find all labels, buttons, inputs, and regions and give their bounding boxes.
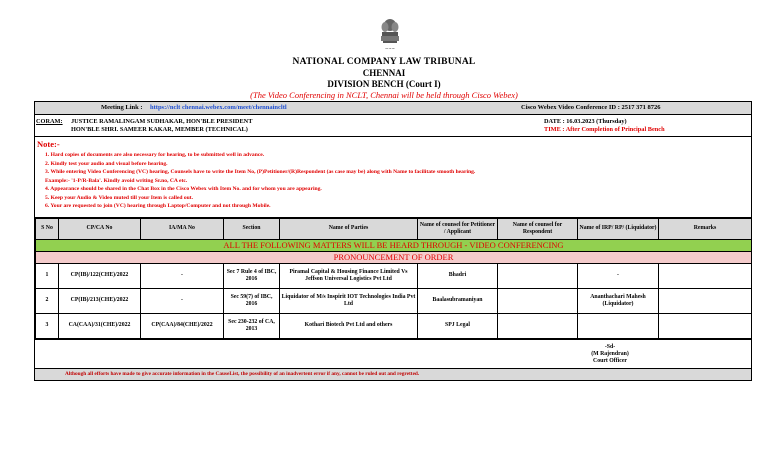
vc-banner: ALL THE FOLLOWING MATTERS WILL BE HEARD THROUGH - VIDEO CONFERENCING: [36, 240, 752, 252]
col-header-irp: Name of IRP/ RP/ (Liquidator): [578, 219, 659, 240]
note-item: 1. Hard copies of documents are also necessary for hearing, to be submitted well in advance.: [45, 152, 265, 158]
col-header-respondent-counsel: Name of counsel for Respondent: [498, 219, 578, 240]
cell-cp-ca-no: CP(IB)/213(CHE)/2022: [59, 289, 141, 314]
coram-row: [35, 115, 751, 137]
col-header-ia-ma-no: IA/MA No: [141, 219, 224, 240]
cell-sno: 2: [36, 289, 59, 314]
note-item: 2. Kindly test your audio and visual before hearing.: [45, 160, 168, 167]
cell-sno: 3: [36, 314, 59, 339]
note-item: 5. Keep your Audio & Video muted till your Item is called out.: [45, 194, 194, 201]
notes-list: [45, 151, 745, 211]
pronouncement-banner: PRONOUNCEMENT OF ORDER: [36, 252, 752, 264]
india-state-emblem-icon: [378, 18, 402, 54]
cell-parties: Piramal Capital & Housing Finance Limited Vs Jeffson Universal Logistics Pvt Ltd: [280, 264, 418, 289]
note-item: 3. While entering Video Conferencing (VC) hearing, Counsels have to write the Item No, (P)Petitioner/(R)Respondent (as case may be) along with Name to facilitate smooth hearing.: [45, 169, 476, 175]
signature-block: [35, 339, 751, 368]
cell-parties: Kothari Biotech Pvt Ltd and others: [280, 314, 418, 339]
notes-heading: Note:-: [37, 139, 60, 149]
cell-respondent-counsel: [498, 289, 578, 314]
signature-name: (M Rajendran): [591, 351, 629, 357]
cell-petitioner-counsel: Bhadri: [418, 264, 498, 289]
bench-title: DIVISION BENCH (Court I): [327, 79, 441, 89]
cell-ia-ma-no: -: [141, 264, 224, 289]
vc-note: (The Video Conferencing in NCLT, Chennai will be held through Cisco Webex): [250, 90, 518, 100]
hearing-date: DATE : 16.03.2023 (Thursday): [544, 118, 627, 125]
cell-irp: Ananthachari Mahesh (Liquidator): [578, 289, 659, 314]
cell-remarks: [659, 314, 752, 339]
col-header-cp-ca-no: CP/CA No: [59, 219, 141, 240]
cell-petitioner-counsel: SPJ Legal: [418, 314, 498, 339]
disclaimer-footer: Although all efforts have made to give accurate information in the CauseList, the possibility of an inadvertent error if any, cannot be ruled out and regretted.: [35, 368, 751, 380]
cell-remarks: [659, 289, 752, 314]
cell-section: Sec 7 Rule 4 of IBC, 2016: [224, 264, 280, 289]
note-item: Example:- '1-P/R-Bala'. Kindly avoid writing Sr.no, CA etc.: [45, 177, 188, 184]
cell-respondent-counsel: [498, 314, 578, 339]
meeting-link[interactable]: https://nclt chennai.webex.com/meet/chennaincltl: [150, 104, 287, 111]
svg-text:~~~: ~~~: [384, 46, 396, 51]
cell-section: Sec 230-232 of CA, 2013: [224, 314, 280, 339]
cause-list-frame: [34, 101, 752, 381]
table-row: [36, 264, 752, 289]
cell-ia-ma-no: CP(CAA)/84(CHE)/2022: [141, 314, 224, 339]
col-header-remarks: Remarks: [659, 219, 752, 240]
hearing-time: TIME : After Completion of Principal Bench: [544, 126, 665, 133]
meeting-info-row: [35, 102, 751, 115]
table-header-row: [36, 219, 752, 240]
cell-respondent-counsel: [498, 264, 578, 289]
coram-member-1: JUSTICE RAMALINGAM SUDHAKAR, HON'BLE PRESIDENT: [71, 118, 253, 125]
city-title: CHENNAI: [362, 68, 406, 78]
note-item: 6. Your are requested to join (VC) hearing through Laptop/Computer and not through Mobile.: [45, 203, 271, 209]
coram-label: CORAM:: [36, 118, 63, 125]
col-header-section: Section: [224, 219, 280, 240]
col-header-petitioner-counsel: Name of counsel for Petitioner / Applicant: [418, 219, 498, 240]
cell-ia-ma-no: -: [141, 289, 224, 314]
org-title: NATIONAL COMPANY LAW TRIBUNAL: [292, 57, 476, 67]
cell-irp: [578, 314, 659, 339]
cause-list-table: [35, 218, 752, 339]
notes-section: [35, 137, 751, 218]
coram-member-2: HON'BLE SHRI. SAMEER KAKAR, MEMBER (TECHNICAL): [71, 126, 248, 133]
col-header-sno: S No: [36, 219, 59, 240]
signature-title: Court Officer: [593, 358, 627, 364]
cell-petitioner-counsel: Baalasubramaniyan: [418, 289, 498, 314]
cell-section: Sec 59(7) of IBC, 2016: [224, 289, 280, 314]
table-row: [36, 289, 752, 314]
note-item: 4. Appearance should be shared in the Chat Box in the Cisco Webex with Item No. and for whom you are appearing.: [45, 186, 322, 192]
table-row: [36, 314, 752, 339]
cell-parties: Liquidator of M/s Inspirit IOT Technologies India Pvt Ltd: [280, 289, 418, 314]
cell-cp-ca-no: CP(IB)/122(CHE)/2022: [59, 264, 141, 289]
signature-sd: -Sd-: [604, 344, 616, 350]
meeting-link-label: Meeting Link :: [101, 104, 143, 111]
cell-sno: 1: [36, 264, 59, 289]
col-header-parties: Name of Parties: [280, 219, 418, 240]
cell-remarks: [659, 264, 752, 289]
cell-cp-ca-no: CA(CAA)/31(CHE)/2022: [59, 314, 141, 339]
conference-id: Cisco Webex Video Conference ID : 2517 371 8726: [521, 104, 661, 111]
cell-irp: -: [578, 264, 659, 289]
